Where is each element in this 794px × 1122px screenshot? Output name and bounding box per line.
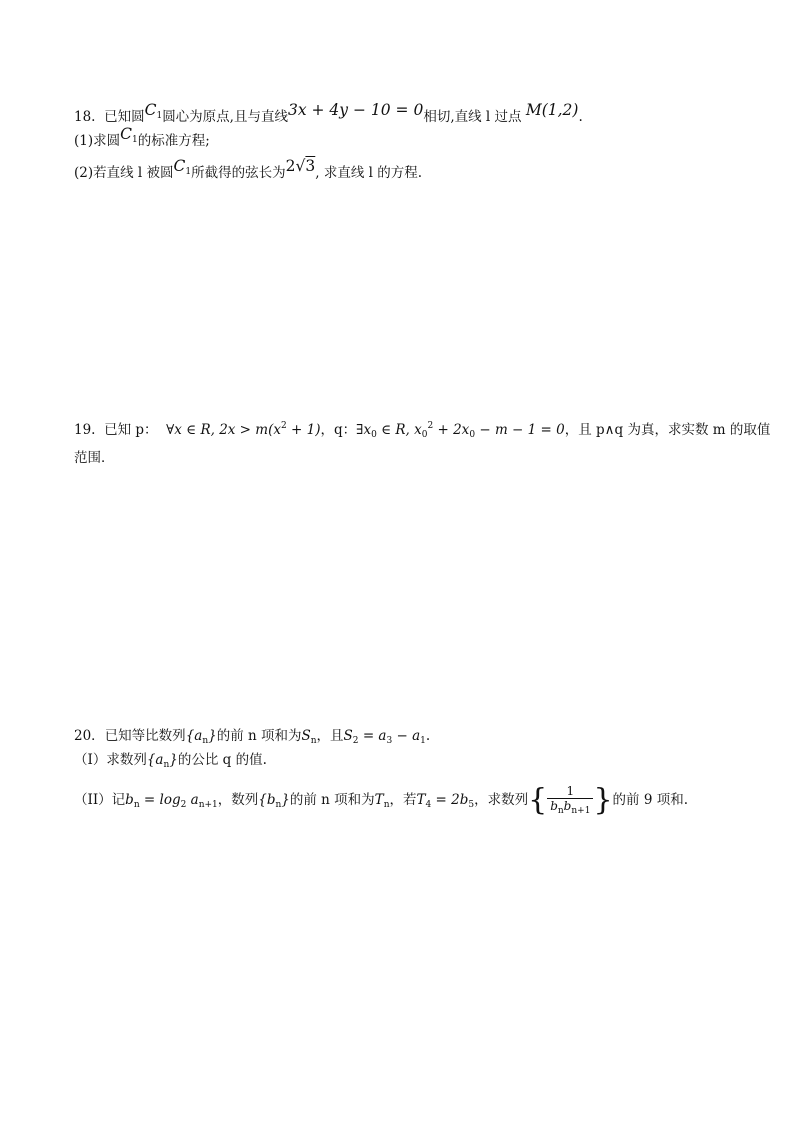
line-equation: 3x + 4y − 10 = 0: [287, 101, 424, 119]
right-brace: }: [593, 782, 613, 818]
circle-symbol: $C_1$: [173, 157, 192, 177]
question-number: 20．: [74, 728, 105, 744]
question-number: 19.: [74, 422, 96, 438]
left-brace: {: [528, 782, 548, 818]
sequence-a: $\{a_n\}$: [185, 728, 217, 746]
question-20-part-1: （I）求数列$\{a_n\}$的公比 q 的值.: [74, 752, 267, 770]
sequence-b: $\{b_n\}$: [258, 792, 290, 810]
proposition-p: ∀x ∈ R, $2x > m(x^2 + 1)$: [166, 421, 321, 438]
question-20-part-2: （II）记$b_n = \log_2 a_{n+1}$，数列$\{b_n\}$的前 n 项和为$T_n$，若$T_4 = 2b_5$，求数列{ $\frac{1}{b_nb_{n+1}}$ }的前 9 项和.: [74, 782, 688, 818]
bn-definition: $b_n = \log_2 a_{n+1}$: [125, 792, 218, 810]
sum-s: $S_n$: [301, 728, 317, 746]
sum-t: $T_n$: [374, 792, 390, 810]
condition-equation: $S_2 = a_3 - a_1$: [343, 728, 426, 746]
question-18-part-2: (2)若直线 l 被圆$C_1$所截得的弦长为2√3, 求直线 l 的方程.: [74, 157, 423, 181]
t4-condition: $T_4 = 2b_5$: [416, 792, 475, 810]
proposition-q: $\exists x_0$ ∈ R, $x_0^2 + 2x_0 - m - 1 = 0$: [356, 421, 565, 440]
question-19-continuation: 范围．: [74, 450, 115, 466]
question-19-stem: 19. 已知 p： ∀x ∈ R, $2x > m(x^2 + 1)$，q：$\exists x_0$ ∈ R, $x_0^2 + 2x_0 - m - 1 = 0$，且 p∧q 为真，求实数 m 的取值: [74, 421, 771, 440]
point-m: M(1,2): [525, 101, 579, 119]
question-18-part-1: (1)求圆$C_1$的标准方程;: [74, 125, 210, 149]
circle-symbol: $C_1$: [144, 101, 163, 121]
sequence-a: $\{a_n\}$: [146, 752, 178, 770]
chord-length: 2√3: [285, 157, 316, 175]
question-18-stem: 18. 已知圆$C_1$圆心为原点,且与直线3x + 4y − 10 = 0相切,直线 l 过点 M(1,2).: [74, 101, 583, 125]
circle-symbol: $C_1$: [120, 125, 138, 145]
fraction-reciprocal-product: $\frac{1}{b_nb_{n+1}}$: [547, 784, 593, 818]
question-number: 18.: [74, 109, 96, 125]
question-20-stem: 20．已知等比数列$\{a_n\}$的前 n 项和为$S_n$，且$S_2 = a_3 - a_1$.: [74, 728, 431, 746]
